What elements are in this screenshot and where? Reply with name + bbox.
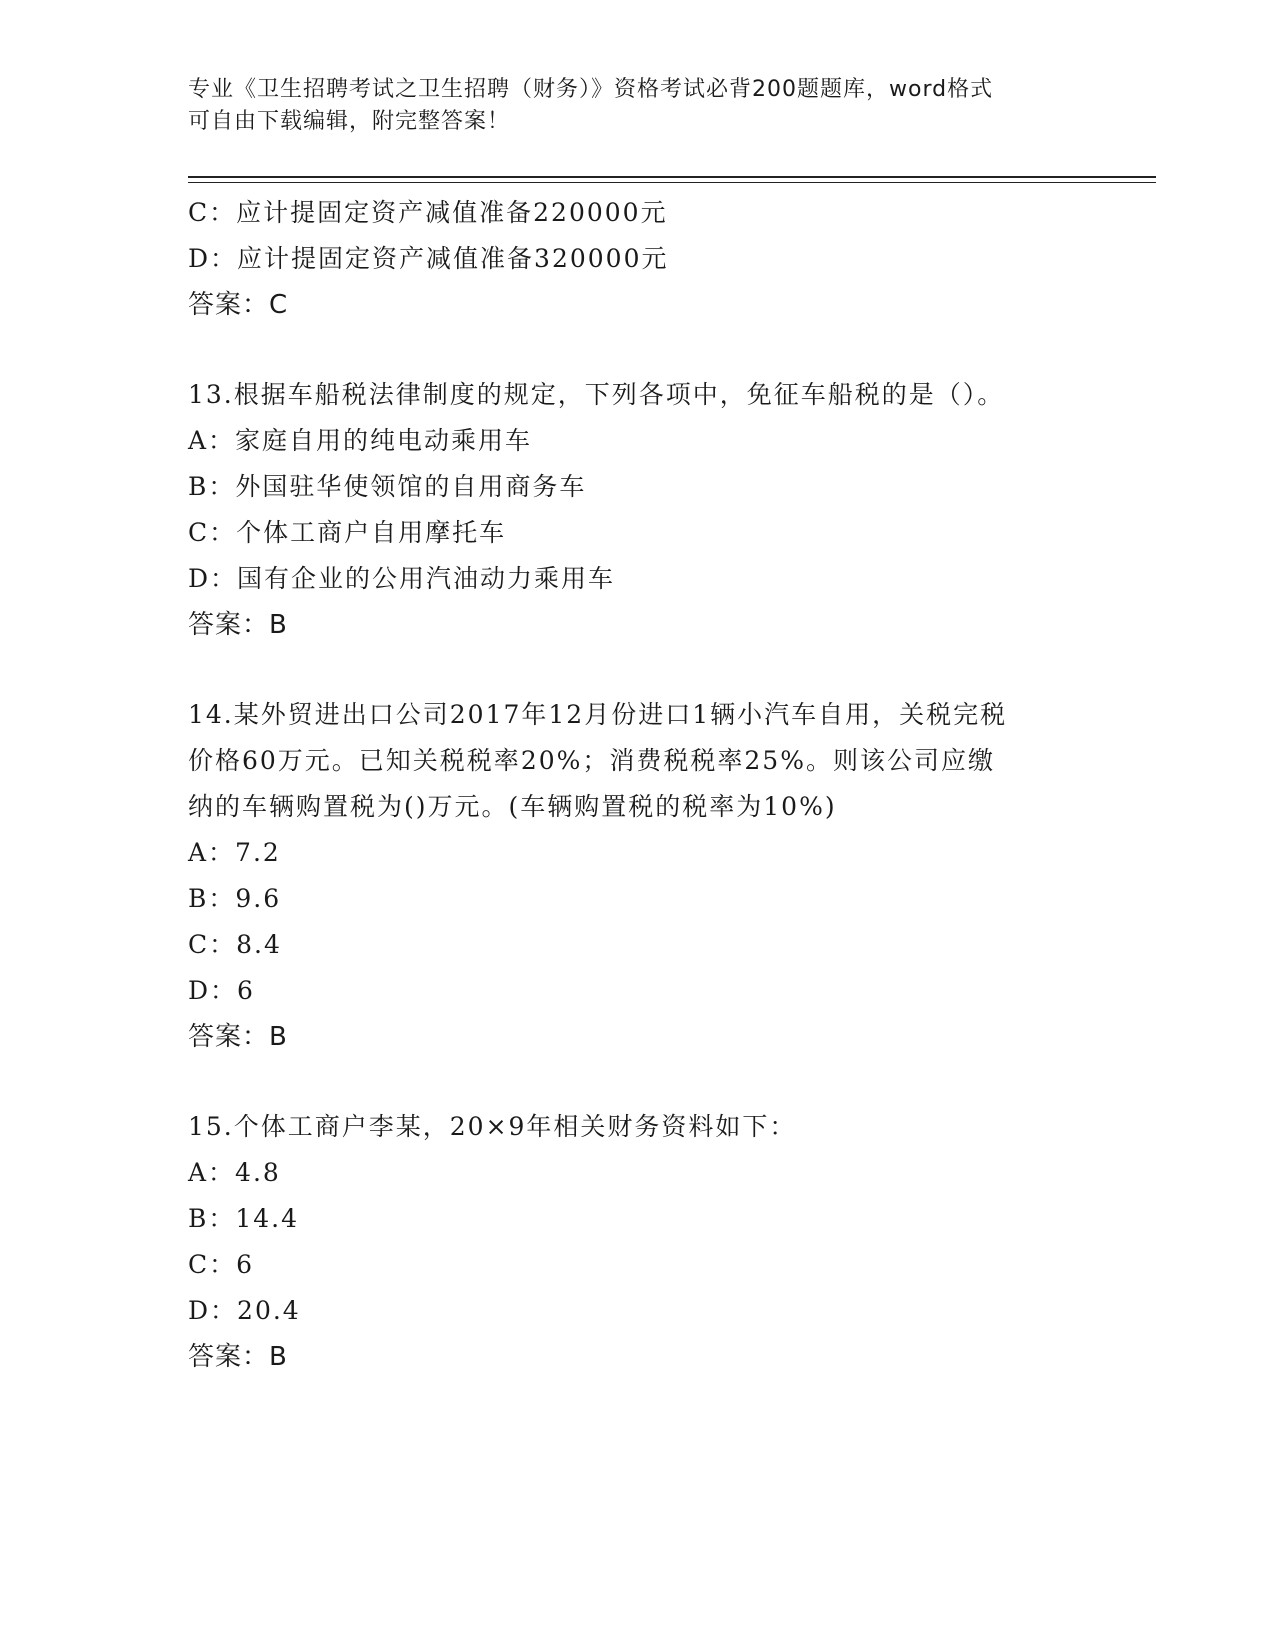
spacer xyxy=(188,648,1088,692)
option-c: C：个体工商户自用摩托车 xyxy=(188,518,507,547)
question-13 xyxy=(188,372,1088,648)
document-header xyxy=(188,74,1068,138)
option-d: D：国有企业的公用汽油动力乘用车 xyxy=(188,564,616,593)
option-a: A：7.2 xyxy=(188,838,281,867)
spacer xyxy=(188,1060,1088,1104)
question-list xyxy=(188,190,1088,1380)
answer-line: 答案：B xyxy=(188,1342,288,1372)
option-d: D：20.4 xyxy=(188,1296,301,1325)
question-12-tail xyxy=(188,190,1088,328)
header-line-2: 可自由下载编辑，附完整答案！ xyxy=(188,109,511,134)
question-stem: 15.个体工商户李某，20×9年相关财务资料如下： xyxy=(188,1112,797,1141)
option-a: A：家庭自用的纯电动乘用车 xyxy=(188,426,533,455)
spacer xyxy=(188,328,1088,372)
option-a: A：4.8 xyxy=(188,1158,281,1187)
option-d: D：6 xyxy=(188,976,255,1005)
option-b: B：外国驻华使领馆的自用商务车 xyxy=(188,472,587,501)
header-line-1: 专业《卫生招聘考试之卫生招聘（财务）》资格考试必背200题题库，word格式 xyxy=(188,77,994,102)
question-14 xyxy=(188,692,1088,1060)
question-stem-line-3: 纳的车辆购置税为()万元。(车辆购置税的税率为10%) xyxy=(188,792,837,821)
option-b: B：9.6 xyxy=(188,884,282,913)
answer-line: 答案：C xyxy=(188,290,289,320)
question-15 xyxy=(188,1104,1088,1380)
option-c: C：8.4 xyxy=(188,930,282,959)
question-stem-line-2: 价格60万元。已知关税税率20%；消费税税率25%。则该公司应缴 xyxy=(188,746,995,775)
option-c: C：6 xyxy=(188,1250,255,1279)
answer-line: 答案：B xyxy=(188,610,288,640)
question-stem-line-1: 14.某外贸进出口公司2017年12月份进口1辆小汽车自用，关税完税 xyxy=(188,700,1008,729)
header-divider-thick xyxy=(188,176,1156,178)
header-divider-thin xyxy=(188,182,1156,183)
answer-line: 答案：B xyxy=(188,1022,288,1052)
option-d: D：应计提固定资产减值准备320000元 xyxy=(188,244,669,273)
option-c: C：应计提固定资产减值准备220000元 xyxy=(188,198,668,227)
question-stem: 13.根据车船税法律制度的规定，下列各项中，免征车船税的是（）。 xyxy=(188,380,1005,409)
option-b: B：14.4 xyxy=(188,1204,300,1233)
